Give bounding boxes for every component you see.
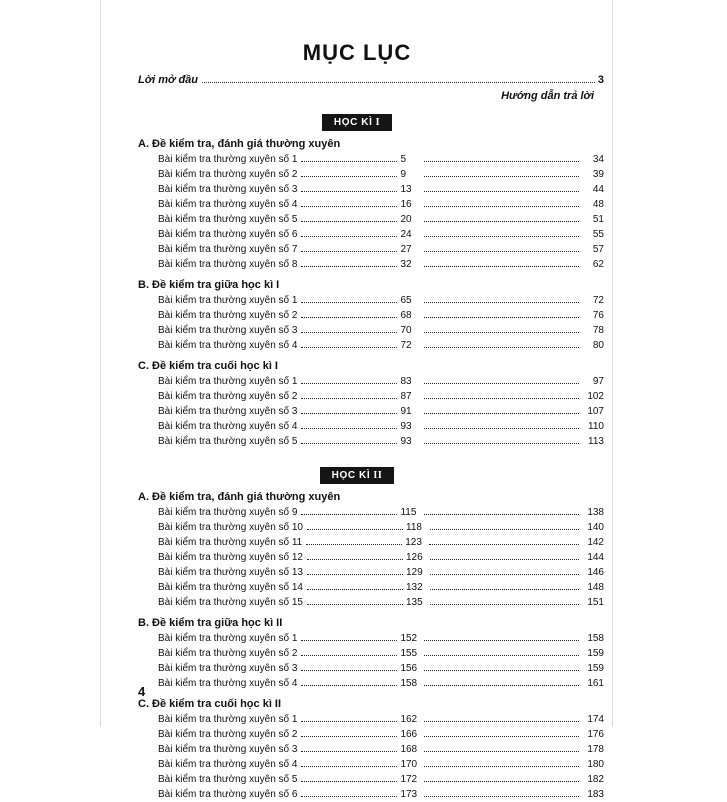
- toc-entry-answer-page: 34: [592, 154, 604, 165]
- toc-entry-label: Bài kiểm tra thường xuyên số 3: [158, 184, 298, 195]
- leader-dots: [301, 765, 397, 767]
- toc-entry[interactable]: [158, 787, 604, 802]
- toc-entry-label: Bài kiểm tra thường xuyên số 12: [158, 552, 303, 563]
- page-number: 4: [138, 684, 146, 699]
- toc-entry-page: 27: [400, 244, 412, 255]
- term-gap: [110, 449, 604, 455]
- toc-entry-page: 170: [400, 759, 418, 770]
- toc-entry[interactable]: [158, 661, 604, 676]
- toc-entry-label: Bài kiểm tra thường xuyên số 6: [158, 789, 298, 800]
- toc-entry[interactable]: [158, 505, 604, 520]
- leader-dots: [301, 684, 397, 686]
- toc-entry-page: 91: [400, 406, 412, 417]
- page-edge-left: [100, 0, 101, 727]
- preface-page: 3: [597, 74, 604, 86]
- toc-entry[interactable]: [158, 676, 604, 691]
- leader-dots: [430, 588, 579, 590]
- toc-entry-page: 32: [400, 259, 412, 270]
- toc-entry-page: 162: [400, 714, 418, 725]
- leader-dots: [301, 735, 397, 737]
- toc-entry[interactable]: [158, 565, 604, 580]
- toc-entry-label: Bài kiểm tra thường xuyên số 14: [158, 582, 303, 593]
- toc-entry[interactable]: [158, 595, 604, 610]
- leader-dots: [424, 795, 579, 797]
- toc-entry[interactable]: [158, 550, 604, 565]
- toc-entry-label: Bài kiểm tra thường xuyên số 4: [158, 199, 298, 210]
- toc-entry[interactable]: [158, 646, 604, 661]
- toc-entry-answer-page: 142: [587, 537, 604, 548]
- toc-entry-answer-page: 107: [587, 406, 604, 417]
- leader-dots: [424, 397, 579, 399]
- leader-dots: [307, 558, 403, 560]
- toc-entry-label: Bài kiểm tra thường xuyên số 13: [158, 567, 303, 578]
- toc-entry-answer-page: 44: [592, 184, 604, 195]
- toc-entry-page: 72: [400, 340, 412, 351]
- toc-entry[interactable]: [158, 338, 604, 353]
- toc-entry[interactable]: [158, 374, 604, 389]
- toc-entry[interactable]: [158, 580, 604, 595]
- toc-entry-label: Bài kiểm tra thường xuyên số 3: [158, 744, 298, 755]
- toc-entry[interactable]: [158, 727, 604, 742]
- toc-entry-page: 93: [400, 436, 412, 447]
- toc-entry-label: Bài kiểm tra thường xuyên số 15: [158, 597, 303, 608]
- section-heading: C. Đề kiểm tra cuối học kì I: [138, 360, 278, 372]
- toc-entry-answer-page: 51: [592, 214, 604, 225]
- toc-entry[interactable]: [158, 419, 604, 434]
- leader-dots: [306, 543, 402, 545]
- leader-dots: [301, 175, 397, 177]
- leader-dots: [424, 235, 579, 237]
- toc-entry-label: Bài kiểm tra thường xuyên số 4: [158, 421, 298, 432]
- toc-entry-answer-page: 148: [587, 582, 604, 593]
- toc-entry[interactable]: [158, 212, 604, 227]
- toc-entry[interactable]: [158, 404, 604, 419]
- toc-entry-answer-page: 146: [587, 567, 604, 578]
- preface-label: Lời mở đầu: [138, 74, 198, 86]
- toc-entry-answer-page: 159: [587, 663, 604, 674]
- section-heading: B. Đề kiểm tra giữa học kì II: [138, 617, 283, 629]
- toc-entry-label: Bài kiểm tra thường xuyên số 8: [158, 259, 298, 270]
- toc-entry-label: Bài kiểm tra thường xuyên số 2: [158, 310, 298, 321]
- toc-entry-label: Bài kiểm tra thường xuyên số 4: [158, 759, 298, 770]
- toc-entry-page: 129: [406, 567, 423, 578]
- leader-dots: [301, 265, 397, 267]
- toc-entry-answer-page: 182: [587, 774, 604, 785]
- leader-dots: [301, 397, 397, 399]
- toc-entry-label: Bài kiểm tra thường xuyên số 5: [158, 436, 298, 447]
- toc-entry-answer-page: 110: [588, 421, 604, 432]
- leader-dots: [424, 684, 579, 686]
- toc-entry[interactable]: [158, 197, 604, 212]
- toc-entry-label: Bài kiểm tra thường xuyên số 9: [158, 507, 298, 518]
- leader-dots: [301, 442, 397, 444]
- toc-entry[interactable]: [158, 434, 604, 449]
- toc-entry-page: 156: [400, 663, 418, 674]
- toc-entry-answer-page: 113: [588, 436, 604, 447]
- toc-entry-page: 16: [400, 199, 412, 210]
- toc-entry-label: Bài kiểm tra thường xuyên số 3: [158, 406, 298, 417]
- toc-entry-label: Bài kiểm tra thường xuyên số 5: [158, 774, 298, 785]
- leader-dots: [424, 250, 579, 252]
- toc-entry-label: Bài kiểm tra thường xuyên số 2: [158, 729, 298, 740]
- toc-entry-page: 68: [400, 310, 412, 321]
- term-banner-label: HỌC KÌ: [333, 117, 373, 128]
- toc-entry-label: Bài kiểm tra thường xuyên số 1: [158, 714, 298, 725]
- toc-entry[interactable]: [158, 308, 604, 323]
- toc-entry[interactable]: [158, 323, 604, 338]
- toc-entry-page: 123: [405, 537, 422, 548]
- leader-dots: [429, 543, 579, 545]
- answer-key-note: Hướng dẫn trả lời: [501, 90, 594, 102]
- leader-dots: [307, 588, 403, 590]
- leader-dots: [301, 795, 397, 797]
- toc-entry-answer-page: 174: [587, 714, 604, 725]
- toc-entry-page: 115: [400, 507, 417, 518]
- toc-entry-page: 87: [400, 391, 412, 402]
- toc-entry-page: 24: [400, 229, 412, 240]
- leader-dots: [424, 513, 579, 515]
- toc-entry-page: 65: [400, 295, 412, 306]
- toc-entry[interactable]: [158, 631, 604, 646]
- leader-dots: [301, 160, 397, 162]
- toc-entry-answer-page: 144: [587, 552, 604, 563]
- toc-entry-answer-page: 138: [587, 507, 604, 518]
- toc-entry-page: 126: [406, 552, 423, 563]
- toc-entry-page: 93: [400, 421, 412, 432]
- toc-entry-page: 172: [400, 774, 418, 785]
- toc-entry-label: Bài kiểm tra thường xuyên số 1: [158, 376, 298, 387]
- toc-entry-page: 132: [406, 582, 423, 593]
- toc-entry-answer-page: 151: [587, 597, 604, 608]
- leader-dots: [301, 780, 397, 782]
- term-banner: [110, 112, 604, 131]
- toc-entry-answer-page: 159: [587, 648, 604, 659]
- leader-dots: [301, 316, 397, 318]
- toc-entry[interactable]: [158, 389, 604, 404]
- toc-entry-answer-page: 183: [587, 789, 604, 800]
- leader-dots: [424, 220, 579, 222]
- leader-dots: [424, 442, 579, 444]
- toc-entry-label: Bài kiểm tra thường xuyên số 2: [158, 169, 298, 180]
- leader-dots: [430, 573, 579, 575]
- leader-dots: [202, 81, 595, 83]
- leader-dots: [301, 720, 397, 722]
- toc-entry-page: 135: [406, 597, 423, 608]
- toc-entry-label: Bài kiểm tra thường xuyên số 3: [158, 663, 298, 674]
- toc-entry-label: Bài kiểm tra thường xuyên số 1: [158, 633, 298, 644]
- leader-dots: [301, 639, 397, 641]
- toc-entry[interactable]: [158, 757, 604, 772]
- toc-entry-label: Bài kiểm tra thường xuyên số 6: [158, 229, 298, 240]
- toc-entry-label: Bài kiểm tra thường xuyên số 1: [158, 154, 298, 165]
- leader-dots: [424, 331, 579, 333]
- toc-entry-label: Bài kiểm tra thường xuyên số 4: [158, 340, 298, 351]
- leader-dots: [424, 639, 579, 641]
- toc-entry-answer-page: 39: [592, 169, 604, 180]
- leader-dots: [424, 190, 579, 192]
- leader-dots: [424, 780, 579, 782]
- leader-dots: [301, 750, 397, 752]
- table-of-contents: [110, 0, 604, 800]
- toc-entry[interactable]: [158, 227, 604, 242]
- toc-entry-page: 83: [400, 376, 412, 387]
- toc-entry[interactable]: [158, 772, 604, 787]
- leader-dots: [301, 190, 397, 192]
- leader-dots: [301, 205, 397, 207]
- toc-entry-answer-page: 180: [587, 759, 604, 770]
- toc-entry[interactable]: [158, 535, 604, 550]
- leader-dots: [301, 220, 397, 222]
- leader-dots: [424, 427, 579, 429]
- leader-dots: [301, 346, 397, 348]
- toc-entry[interactable]: [158, 520, 604, 535]
- toc-entry-label: Bài kiểm tra thường xuyên số 3: [158, 325, 298, 336]
- leader-dots: [424, 265, 579, 267]
- toc-entry-answer-page: 140: [587, 522, 604, 533]
- toc-entry[interactable]: [158, 242, 604, 257]
- section-heading: C. Đề kiểm tra cuối học kì II: [138, 698, 282, 710]
- section-heading: A. Đề kiểm tra, đánh giá thường xuyên: [138, 491, 341, 503]
- toc-entry-answer-page: 161: [587, 678, 604, 689]
- leader-dots: [301, 412, 397, 414]
- leader-dots: [424, 205, 579, 207]
- toc-entry-answer-page: 76: [592, 310, 604, 321]
- toc-entry-page: 158: [400, 678, 418, 689]
- term-banner-roman: II: [370, 470, 383, 481]
- leader-dots: [424, 654, 579, 656]
- leader-dots: [301, 669, 397, 671]
- toc-entry-answer-page: 57: [592, 244, 604, 255]
- leader-dots: [301, 427, 397, 429]
- toc-entry[interactable]: [158, 293, 604, 308]
- leader-dots: [424, 382, 579, 384]
- term-banner-roman: I: [372, 117, 381, 128]
- toc-entry-page: 20: [400, 214, 412, 225]
- leader-dots: [424, 160, 579, 162]
- toc-entry-answer-page: 176: [587, 729, 604, 740]
- leader-dots: [307, 528, 403, 530]
- toc-entry-answer-page: 72: [592, 295, 604, 306]
- toc-entry[interactable]: [158, 167, 604, 182]
- leader-dots: [424, 669, 579, 671]
- term-banner-chip: [322, 114, 392, 131]
- toc-entry-page: 155: [400, 648, 418, 659]
- leader-dots: [301, 382, 397, 384]
- leader-dots: [430, 558, 579, 560]
- leader-dots: [424, 301, 579, 303]
- toc-entry-label: Bài kiểm tra thường xuyên số 11: [158, 537, 303, 548]
- leader-dots: [430, 603, 579, 605]
- toc-entry-page: 5: [400, 154, 406, 165]
- leader-dots: [307, 603, 403, 605]
- leader-dots: [424, 735, 579, 737]
- toc-entry-answer-page: 55: [592, 229, 604, 240]
- toc-entry[interactable]: [158, 152, 604, 167]
- leader-dots: [301, 250, 397, 252]
- section-heading: B. Đề kiểm tra giữa học kì I: [138, 279, 280, 291]
- term-banner-label: HỌC KÌ: [331, 470, 371, 481]
- leader-dots: [424, 175, 579, 177]
- toc-entry-page: 118: [406, 522, 422, 533]
- term-banner: [110, 465, 604, 484]
- toc-entry-page: 9: [400, 169, 406, 180]
- term-banner-chip: [320, 467, 395, 484]
- toc-entry-label: Bài kiểm tra thường xuyên số 4: [158, 678, 298, 689]
- page-title: MỤC LỤC: [302, 40, 412, 65]
- toc-entry-page: 70: [400, 325, 412, 336]
- leader-dots: [424, 750, 579, 752]
- toc-entry-page: 173: [400, 789, 418, 800]
- toc-entry-label: Bài kiểm tra thường xuyên số 2: [158, 648, 298, 659]
- terms-container: [110, 112, 604, 802]
- leader-dots: [301, 331, 397, 333]
- toc-entry-page: 168: [400, 744, 418, 755]
- toc-entry-label: Bài kiểm tra thường xuyên số 10: [158, 522, 303, 533]
- toc-entry-answer-page: 158: [587, 633, 604, 644]
- toc-entry-answer-page: 80: [592, 340, 604, 351]
- leader-dots: [424, 316, 579, 318]
- toc-entry-label: Bài kiểm tra thường xuyên số 2: [158, 391, 298, 402]
- toc-entry[interactable]: [158, 182, 604, 197]
- leader-dots: [307, 573, 403, 575]
- toc-entry-label: Bài kiểm tra thường xuyên số 5: [158, 214, 298, 225]
- toc-entry[interactable]: [158, 257, 604, 272]
- toc-entry-answer-page: 97: [592, 376, 604, 387]
- toc-entry[interactable]: [158, 742, 604, 757]
- toc-entry-preface: [138, 74, 604, 86]
- toc-entry-label: Bài kiểm tra thường xuyên số 1: [158, 295, 298, 306]
- toc-entry-answer-page: 102: [587, 391, 604, 402]
- toc-entry-answer-page: 178: [587, 744, 604, 755]
- leader-dots: [424, 346, 579, 348]
- leader-dots: [301, 654, 397, 656]
- toc-entry-page: 166: [400, 729, 418, 740]
- toc-entry-answer-page: 78: [592, 325, 604, 336]
- toc-entry-answer-page: 48: [592, 199, 604, 210]
- leader-dots: [430, 528, 579, 530]
- leader-dots: [424, 412, 579, 414]
- section-heading: A. Đề kiểm tra, đánh giá thường xuyên: [138, 138, 341, 150]
- leader-dots: [301, 301, 397, 303]
- toc-entry-page: 13: [400, 184, 412, 195]
- toc-entry-label: Bài kiểm tra thường xuyên số 7: [158, 244, 298, 255]
- page-edge-right: [612, 0, 613, 727]
- leader-dots: [424, 720, 579, 722]
- toc-entry-page: 152: [400, 633, 418, 644]
- leader-dots: [301, 513, 397, 515]
- toc-entry-answer-page: 62: [592, 259, 604, 270]
- leader-dots: [301, 235, 397, 237]
- leader-dots: [424, 765, 579, 767]
- toc-entry[interactable]: [158, 712, 604, 727]
